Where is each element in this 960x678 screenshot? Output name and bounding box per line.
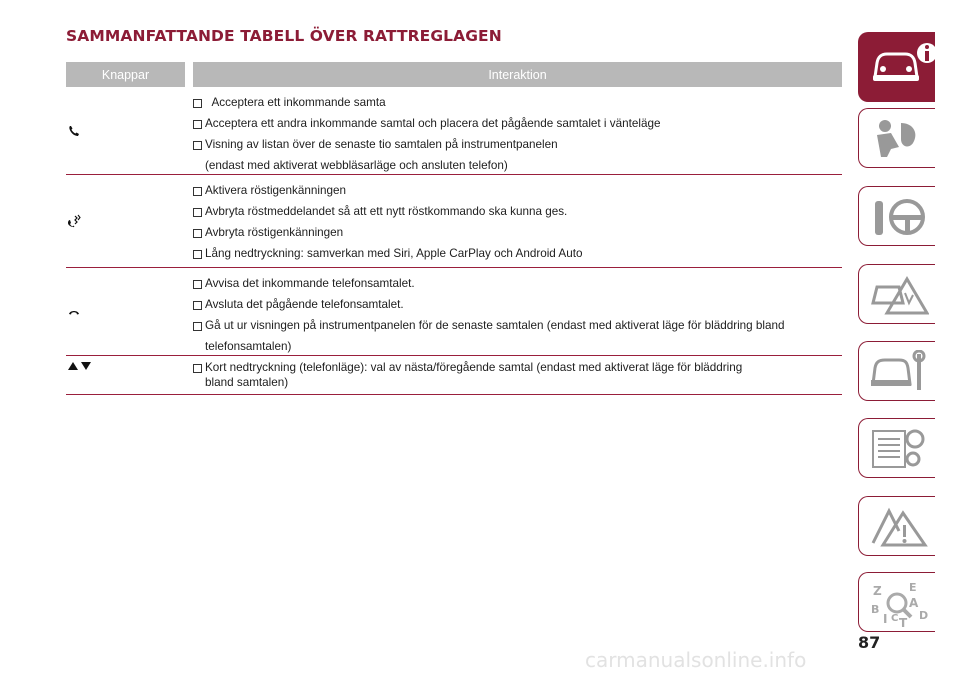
section-title: SAMMANFATTANDE TABELL ÖVER RATTREGLAGEN: [66, 27, 502, 45]
list-item-continuation: telefonsamtalen): [205, 340, 292, 353]
list-item: Kort nedtryckning (telefonläge): val av nästa/föregående samtal (endast med aktiverat läge för bläddring: [193, 360, 842, 375]
list-item: Visning av listan över de senaste tio samtalen på instrumentpanelen: [193, 137, 842, 152]
list-item: Lång nedtryckning: samverkan med Siri, Apple CarPlay och Android Auto: [193, 246, 842, 261]
header-interaction: Interaktion: [193, 62, 842, 87]
car-maintenance-icon: [869, 350, 929, 392]
list-item: Avsluta det pågående telefonsamtalet.: [193, 297, 842, 312]
warning-triangle-icon: [869, 505, 929, 547]
svg-text:T: T: [899, 616, 908, 627]
svg-text:D: D: [919, 609, 929, 622]
list-item: Avbryta röstmeddelandet så att ett nytt röstkommando ska kunna ges.: [193, 204, 842, 219]
list-item-continuation: bland samtalen): [205, 376, 289, 389]
page-number: 87: [858, 633, 881, 652]
svg-text:I: I: [883, 612, 888, 626]
list-item: Acceptera ett inkommande samta: [193, 95, 842, 110]
car-info-icon: [869, 41, 939, 91]
table-header: [66, 62, 842, 87]
list-item: Gå ut ur visningen på instrumentpanelen för de senaste samtalen (endast med aktiverat läge för bläddring bland: [193, 318, 842, 333]
tab-maintenance[interactable]: [858, 341, 935, 401]
list-item: Acceptera ett andra inkommande samtal och placera det pågående samtalet i vänteläge: [193, 116, 842, 131]
svg-text:A: A: [909, 596, 919, 610]
controls-table: [66, 62, 842, 395]
tab-safety[interactable]: [858, 108, 935, 168]
up-down-arrows-icon: [66, 356, 94, 394]
tab-car-info[interactable]: [858, 32, 935, 102]
dashboard-steering-icon: [869, 195, 929, 237]
safety-airbag-icon: [869, 117, 929, 159]
table-row: [66, 356, 842, 395]
svg-text:E: E: [909, 581, 917, 594]
table-row: [66, 175, 842, 268]
phone-accept-icon: [66, 87, 82, 174]
table-row: [66, 87, 842, 175]
tab-warning[interactable]: [858, 496, 935, 556]
voice-command-icon: [66, 175, 82, 267]
tab-index[interactable]: [858, 572, 935, 632]
tab-emergency[interactable]: [858, 264, 935, 324]
tab-technical-data[interactable]: [858, 418, 935, 478]
table-row: [66, 268, 842, 356]
phone-hangup-icon: [66, 268, 82, 355]
svg-text:C: C: [891, 613, 899, 624]
svg-text:B: B: [871, 603, 880, 616]
list-item: Aktivera röstigenkänningen: [193, 183, 842, 198]
technical-data-icon: [869, 427, 929, 469]
tab-dashboard[interactable]: [858, 186, 935, 246]
emergency-triangle-icon: [869, 273, 929, 315]
svg-text:Z: Z: [873, 584, 882, 598]
list-item-continuation: (endast med aktiverat webbläsarläge och ansluten telefon): [205, 159, 508, 172]
list-item: Avbryta röstigenkänningen: [193, 225, 842, 240]
alphabetical-index-icon: [869, 581, 929, 627]
header-buttons: Knappar: [66, 62, 185, 87]
list-item: Avvisa det inkommande telefonsamtalet.: [193, 276, 842, 291]
watermark: carmanualsonline.info: [585, 648, 807, 672]
